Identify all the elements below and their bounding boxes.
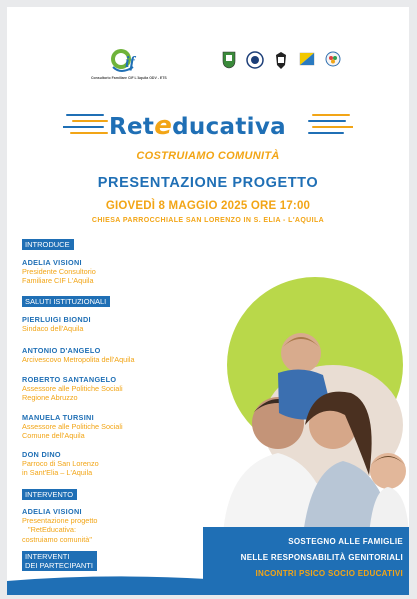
- headline: PRESENTAZIONE PROGETTO: [97, 175, 319, 191]
- speaker-name: DON DINO: [22, 450, 61, 459]
- speaker-name: ROBERTO SANTANGELO: [22, 375, 117, 384]
- flyer-page: [7, 7, 409, 595]
- speaker-entry: [22, 258, 96, 286]
- speaker-entry: [22, 507, 97, 544]
- speaker-role: Presidente Consultorio: [22, 267, 96, 277]
- slogan-line-2: NELLE RESPONSABILITÀ GENITORIALI: [240, 553, 403, 562]
- slogan-line-1: SOSTEGNO ALLE FAMIGLIE: [288, 537, 403, 546]
- speaker-role: in Sant'Elia – L'Aquila: [22, 468, 93, 478]
- title-e-letter: e: [154, 111, 173, 141]
- abruzzo-flag-icon: [298, 51, 316, 67]
- globe-emblem-icon: [246, 51, 264, 69]
- family-photo: [183, 275, 409, 535]
- event-date: GIOVEDÌ 8 MAGGIO 2025 ORE 17:00: [105, 200, 311, 212]
- speaker-name: PIERLUIGI BIONDI: [22, 315, 91, 324]
- speaker-entry: [22, 315, 91, 333]
- speaker-role: costruiamo comunità": [22, 534, 92, 544]
- speaker-role: Regione Abruzzo: [22, 393, 78, 403]
- project-title: Reteducativa: [109, 111, 286, 141]
- cif-caption: Consultorio Familiare CIF L'Aquila ODV - ETS: [91, 76, 167, 80]
- subtitle: COSTRUIAMO COMUNITÀ: [136, 150, 280, 162]
- speaker-role: Comune dell'Aquila: [22, 431, 85, 441]
- speaker-entry: [22, 450, 99, 478]
- speaker-name: MANUELA TURSINI: [22, 413, 94, 422]
- regione-shield-icon: [220, 51, 238, 69]
- speaker-role: "RetEducativa:: [28, 525, 77, 535]
- partecipanti-tag: INTERVENTI DEI PARTECIPANTI: [22, 551, 97, 571]
- svg-text:if: if: [125, 54, 135, 71]
- speaker-entry: [22, 413, 123, 441]
- intervento-tag: INTERVENTO: [22, 489, 77, 500]
- speaker-role: Familiare CIF L'Aquila: [22, 276, 94, 286]
- saluti-tag: SALUTI ISTITUZIONALI: [22, 296, 110, 307]
- round-badge-icon: [324, 51, 342, 67]
- event-venue: CHIESA PARROCCHIALE SAN LORENZO IN S. ELIA - L'AQUILA: [91, 217, 325, 224]
- slogan-line-3: INCONTRI PSICO SOCIO EDUCATIVI: [255, 569, 403, 578]
- title-wrap: [63, 111, 353, 141]
- introduce-tag: INTRODUCE: [22, 239, 74, 250]
- speaker-role: Sindaco dell'Aquila: [22, 324, 84, 334]
- speaker-role: Parroco di San Lorenzo: [22, 459, 99, 469]
- speaker-entry: [22, 346, 135, 364]
- footer-bar: [7, 583, 409, 595]
- speaker-role: Arcivescovo Metropolita dell'Aquila: [22, 355, 135, 365]
- speaker-name: ADELIA VISIONI: [22, 507, 82, 516]
- speaker-name: ADELIA VISIONI: [22, 258, 82, 267]
- speaker-name: ANTONIO D'ANGELO: [22, 346, 101, 355]
- partner-logos: [220, 51, 342, 71]
- speaker-role: Presentazione progetto: [22, 516, 98, 526]
- speaker-role: Assessore alle Politiche Sociali: [22, 422, 123, 432]
- speaker-entry: [22, 375, 123, 403]
- speaker-role: Assessore alle Politiche Sociali: [22, 384, 123, 394]
- eagle-crest-icon: [272, 51, 290, 71]
